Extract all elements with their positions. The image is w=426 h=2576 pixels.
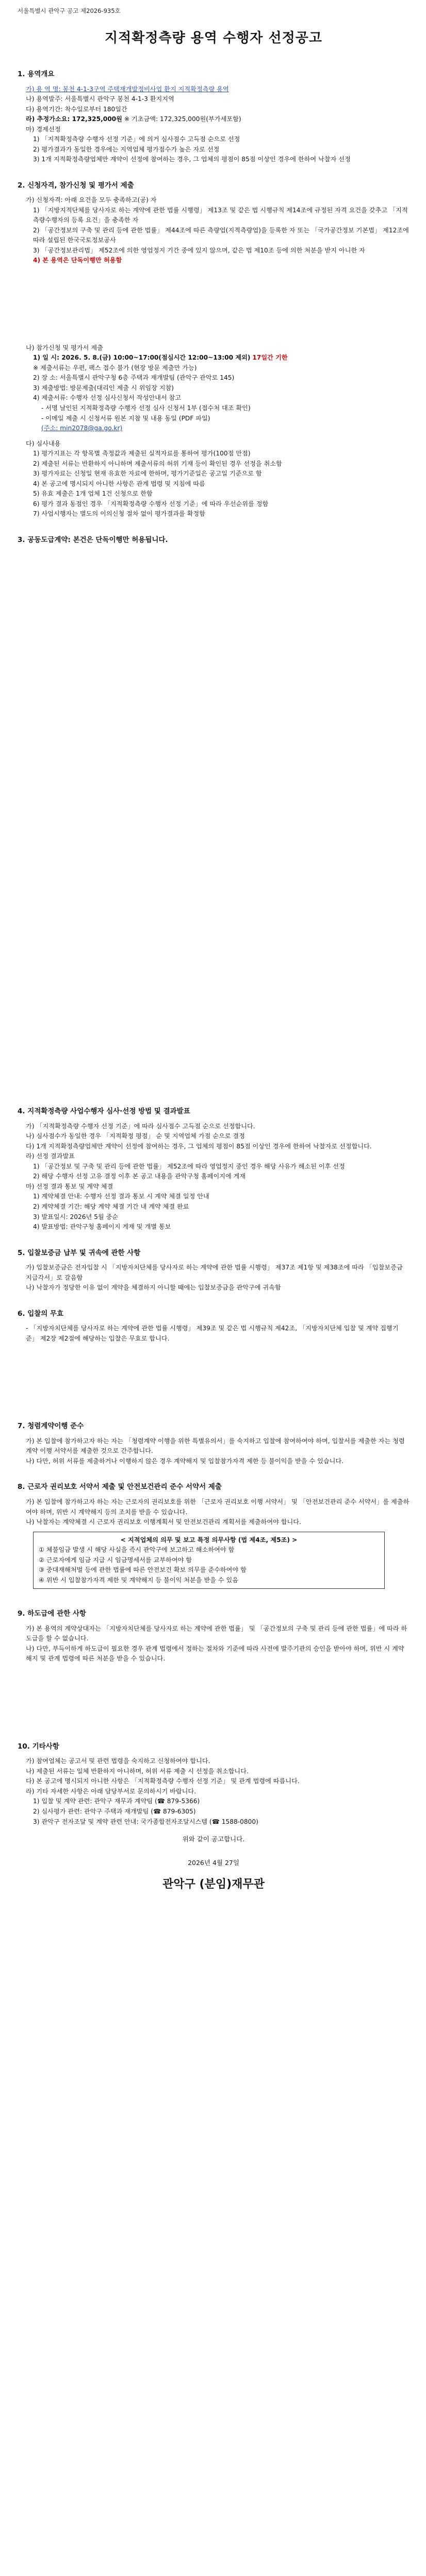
- section-6-title: 6. 입찰의 무효: [18, 1309, 64, 1318]
- review-6: 6) 평가 결과 동점인 경우 「지적확정측량 수행자 선정 기준」에 따라 우선순위를 정함: [33, 500, 269, 507]
- review-1: 1) 평가지표는 각 항목별 측정값과 제출된 실적자료를 통하여 평가(100점 만점): [33, 450, 251, 457]
- contract-1: 1) 계약체결 안내: 수행자 선정 결과 통보 시 계약 체결 일정 안내: [33, 1193, 209, 1200]
- worker-rights-2: 나) 낙찰자는 계약체결 시 근로자 권리보호 이행계획서 및 안전보건관리 계획서를 제출하여야 합니다.: [26, 1518, 301, 1526]
- misc-4: 라) 기타 자세한 사항은 아래 담당부서로 문의하시기 바랍니다.: [26, 1787, 196, 1795]
- section-1-title: 1. 용역개요: [18, 70, 55, 78]
- qualification-1: 1) 「지방지적단체를 당사자로 하는 계약에 관한 법률 시행령」 제13조 및 같은 법 시행규칙 제14조에 규정된 자격 요건을 갖추고 「지적측량수행자의 등록 요건」을 충족한 자: [33, 206, 408, 224]
- method-1: 가) 「지적확정측량 수행자 선정 기준」에 따라 심사점수 고득점 순으로 선정합니다.: [26, 1122, 255, 1130]
- announcement-number: 서울특별시 관악구 공고 제2026-935호: [18, 7, 121, 14]
- submission-deadline-badge: 17일간 기한: [252, 354, 288, 362]
- obligation-2: ② 근로자에게 임금 지급 시 임금명세서를 교부하여야 함: [39, 1556, 192, 1564]
- submission-documents: 4) 제출서류: 수행자 선정 심사신청서 작성안내서 참고: [33, 394, 182, 402]
- obligations-box-title: < 지적업체의 의무 및 보고 특정 의무사항 (법 제4조, 제5조) >: [120, 1536, 298, 1544]
- integrity-1: 가) 본 입찰에 참가하고자 하는 자는 「청렴계약 이행을 위한 특별유의서」를 숙지하고 입찰에 참여하여야 하며, 입찰서를 제출한 자는 청렴계약 이행 서약서를 제출한 것으로 간주합니다.: [26, 1437, 405, 1455]
- misc-3: 다) 본 공고에 명시되지 아니한 사항은 「지적확정측량 수행자 선정 기준」 및 관계 법령에 따릅니다.: [26, 1777, 300, 1785]
- review-heading: 다) 심사내용: [26, 439, 61, 447]
- deposit-1: 가) 입찰보증금은 전자입찰 시 「지방자치단체를 당사자로 하는 계약에 관한 법률 시행령」 제37조 제1항 및 제38조에 따라 「입찰보증금 지급각서」로 갈음함: [26, 1264, 403, 1281]
- selection-rule-3: 3) 1개 지적확정측량업체만 계약이 선정에 참여하는 경우, 그 업체의 평점이 85점 이상인 경우에 한하여 낙찰자 선정: [33, 156, 351, 163]
- result-1: 1) 「공간정보 및 구축 및 관리 등에 관한 법률」 제52조에 따라 영업정지 중인 경우 해당 사유가 해소된 이후 선정: [33, 1162, 345, 1170]
- submission-doc-1: - 서명 날인된 지적확정측량 수행자 선정 심사 신청서 1부 (접수처 대조 확인): [41, 404, 251, 412]
- submission-place: 2) 장 소: 서울특별시 관악구청 6층 주택과 재개발팀 (관악구 관악로 145): [33, 374, 235, 382]
- page-title: 지적확정측량 용역 수행자 선정공고: [105, 30, 322, 46]
- budget-note: ※ 기초금액: 172,325,000원(부가세포함): [124, 115, 241, 123]
- subcontract-1: 가) 본 용역의 계약상대자는 「지방자치단체를 당사자로 하는 계약에 관한 법률」 및 「공간정보의 구축 및 관리 등에 관한 법률」에 따라 하도급을 할 수 없습니다.: [26, 1624, 407, 1642]
- contract-2: 2) 계약체결 기간: 해당 계약 체결 기간 내 계약 체결 완료: [33, 1202, 189, 1210]
- service-location: 나) 용역발주: 서울특별시 관악구 봉천 4-1-3 환지지역: [26, 95, 174, 103]
- estimated-budget: [26, 114, 409, 125]
- deposit-2: 나) 낙찰자가 정당한 이유 없이 계약을 체결하지 아니할 때에는 입찰보증금을 관악구에 귀속함: [26, 1284, 281, 1292]
- selection-method: 마) 경제선정: [26, 125, 61, 133]
- review-5: 5) 유효 제출은 1개 업체 1건 신청으로 한함: [33, 490, 153, 498]
- qualification-4: 4) 본 용역은 단독이행만 허용함: [33, 257, 122, 264]
- submission-note: ※ 제출서류는 우편, 팩스 접수 불가 (현장 방문 제출만 가능): [33, 364, 197, 371]
- integrity-2: 나) 다만, 허위 서류를 제출하거나 이행하지 않은 경우 계약해지 및 입찰참가자격 제한 등 불이익을 받을 수 있습니다.: [26, 1457, 344, 1465]
- qualification-3: 3) 「공간정보관리법」 제52조에 의한 영업정지 기간 중에 있지 않으며, 같은 법 제10조 등에 의한 처분을 받지 아니한 자: [33, 246, 365, 254]
- review-2: 2) 제출된 서류는 반환하지 아니하며 제출서류의 허위 기재 등이 확인된 경우 선정을 취소함: [33, 460, 282, 467]
- selection-rule-1: 1) 「지적확정측량 수행자 선정 기준」에 의거 심사점수 고득점 순으로 선정: [33, 135, 240, 143]
- invalid-bid-text: - 「지방자치단체를 당사자로 하는 계약에 관한 법률 시행령」 제39조 및 같은 법 시행규칙 제42조, 「지방자치단체 입찰 및 계약 집행기준」 제2장 제2절에 해당하는 입찰은 무효로 합니다.: [26, 1325, 399, 1342]
- obligation-1: ① 체불임금 발생 시 해당 사실을 즉시 관악구에 보고하고 해소하여야 함: [39, 1546, 235, 1554]
- announcement-date: 2026년 4월 27일: [188, 1859, 239, 1867]
- subcontract-2: 나) 다만, 부득이하게 하도급이 필요한 경우 관계 법령에서 정하는 절차와 기준에 따라 사전에 발주기관의 승인을 받아야 하며, 위반 시 계약해지 및 관계 법령에 따른 처분을 받을 수 있습니다.: [26, 1645, 404, 1663]
- submission-datetime: [33, 353, 409, 363]
- worker-rights-1: 가) 본 입찰에 참가하고자 하는 자는 근로자의 권리보호를 위한 「근로자 권리보호 이행 서약서」 및 「안전보건관리 준수 서약서」를 제출하여야 하며, 위반 시 계약해지 등의 조치를 받을 수 있습니다.: [26, 1498, 409, 1516]
- review-4: 4) 본 공고에 명시되지 아니한 사항은 관계 법령 및 지침에 따름: [33, 480, 205, 487]
- closing-text: 위와 같이 공고합니다.: [182, 1835, 245, 1843]
- section-8-title: 8. 근로자 권리보호 서약서 제출 및 안전보건관리 준수 서약서 제출: [18, 1483, 222, 1492]
- contract-3: 3) 발표일시: 2026년 5월 중순: [33, 1213, 119, 1221]
- result-heading: 라) 선정 결과발표: [26, 1153, 75, 1160]
- qualification-heading: 가) 신청자격: 아래 요건을 모두 충족하고(공) 자: [26, 196, 157, 204]
- section-9-title: 9. 하도급에 관한 사항: [18, 1609, 86, 1618]
- section-3-title: 3. 공동도급계약: 본건은 단독이행만 허용됩니다.: [18, 535, 168, 544]
- selection-rule-2: 2) 평가결과가 동일한 경우에는 지역업체 평가점수가 높은 자로 선정: [33, 145, 220, 153]
- contact-3: 3) 관악구 전자조달 및 계약 관련 안내: 국가종합전자조달시스템 (☎ 1588-0800): [33, 1818, 258, 1825]
- section-5-title: 5. 입찰보증금 납부 및 귀속에 관한 사항: [18, 1248, 141, 1257]
- review-7: 7) 사업시행자는 별도의 이의신청 절차 없이 평가결과를 확정함: [33, 510, 205, 518]
- method-2: 나) 심사점수가 동일한 경우 「지적확정 평점」 순 및 지역업체 가점 순으로 결정: [26, 1132, 245, 1140]
- obligations-box: [33, 1532, 385, 1589]
- section-2-title: 2. 신청자격, 참가신청 및 평가서 제출: [18, 181, 134, 190]
- section-7-title: 7. 청렴계약이행 준수: [18, 1422, 84, 1431]
- result-2: 2) 해당 수행자 선정 고유 결정 이후 본 공고 내용을 관악구청 홈페이지에 게재: [33, 1173, 246, 1180]
- service-name[interactable]: 가) 용 역 명: 봉천 4-1-3구역 주택재개발정비사업 환지 지적확정측량 용역: [26, 85, 229, 93]
- contract-heading: 마) 선정 결과 통보 및 계약 체결: [26, 1182, 113, 1190]
- submission-date-text: 1) 일 시: 2026. 5. 8.(금) 10:00~17:00(점심시간 12:00~13:00 제외): [33, 354, 251, 362]
- service-period: 다) 용역기간: 착수일로부터 180일간: [26, 105, 127, 113]
- misc-2: 나) 제출된 서류는 일체 반환하지 아니하며, 허위 서류 제출 시 선정을 취소합니다.: [26, 1767, 249, 1775]
- budget-amount: 라) 추정가소요: 172,325,000원: [26, 115, 122, 123]
- submission-email-link[interactable]: (주소: min2078@ga.go.kr): [41, 425, 123, 432]
- issuer-name: 관악구 (분임)재무관: [162, 1878, 265, 1891]
- obligation-3: ③ 중대재해처벌 등에 관한 법률에 따른 안전보건 확보 의무를 준수하여야 함: [39, 1566, 247, 1574]
- contract-4: 4) 발표방법: 관악구청 홈페이지 게재 및 개별 통보: [33, 1223, 171, 1231]
- qualification-2: 2) 「공간정보의 구축 및 관리 등에 관한 법률」 제44조에 따른 측량업(지적측량업)을 등록한 자 또는 「국가공간정보 기본법」 제12조에 따라 설립된 한국국토정보공사: [33, 226, 409, 244]
- method-3: 다) 1개 지적확정측량업체만 계약이 선정에 참여하는 경우, 그 업체의 평점이 85점 이상인 경우에 한하여 낙찰자로 선정합니다.: [26, 1142, 372, 1150]
- section-10-title: 10. 기타사항: [18, 1742, 59, 1751]
- contact-1: 1) 입찰 및 계약 관련: 관악구 재무과 계약팀 (☎ 879-5366): [33, 1798, 200, 1805]
- obligation-4: ④ 위반 시 입찰참가자격 제한 및 계약해지 등 불이익 처분을 받을 수 있음: [39, 1576, 239, 1584]
- submission-doc-2: - 이메일 제출 시 신청서류 원본 지참 및 내용 동일 (PDF 파일): [41, 414, 210, 422]
- misc-1: 가) 참여업체는 공고서 및 관련 법령을 숙지하고 신청하여야 합니다.: [26, 1757, 210, 1765]
- document-body: [18, 6, 409, 1904]
- contact-2: 2) 심사평가 관련: 관악구 주택과 재개발팀 (☎ 879-6305): [33, 1807, 196, 1815]
- section-4-title: 4. 지적확정측량 사업수행자 심사·선정 방법 및 결과발표: [18, 1107, 190, 1116]
- submission-heading: 나) 참가신청 및 평가서 제출: [26, 344, 103, 351]
- submission-method: 3) 제출방법: 방문제출(대리인 제출 시 위임장 지참): [33, 384, 174, 392]
- review-3: 3) 평가자료는 신청일 현재 유효한 자료에 한하며, 평가기준일은 공고일 기준으로 함: [33, 470, 262, 478]
